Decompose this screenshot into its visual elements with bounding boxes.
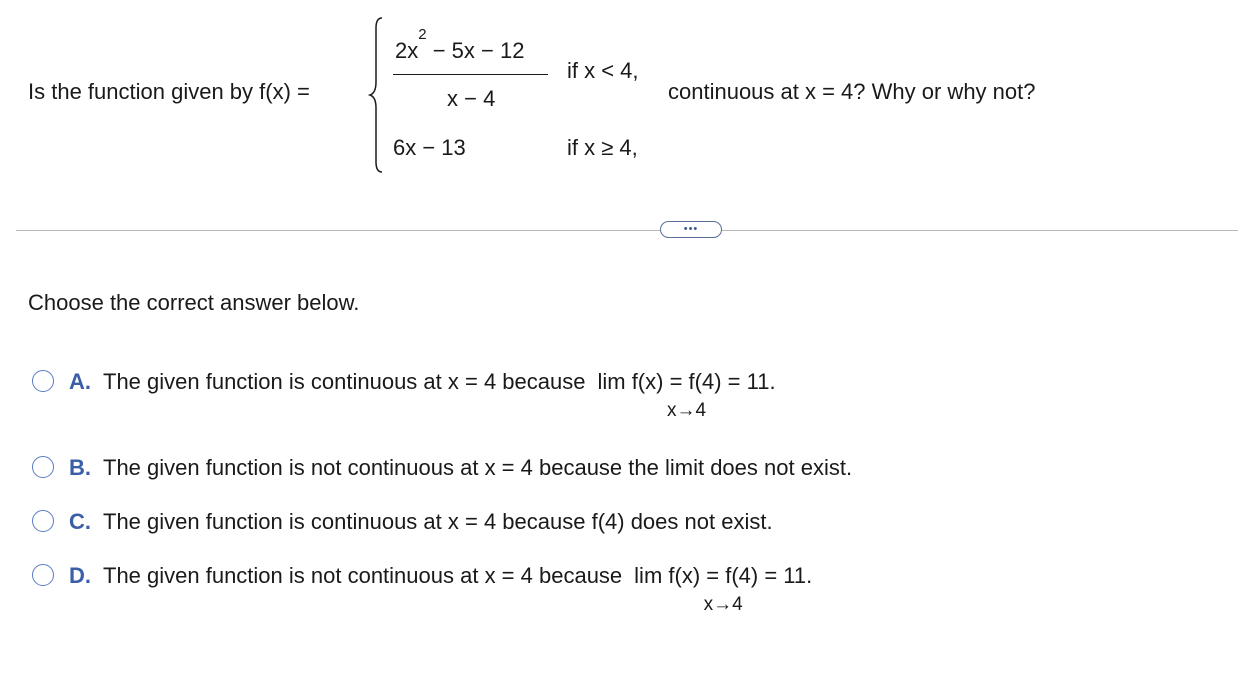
question-suffix: continuous at x = 4? Why or why not? bbox=[668, 79, 1036, 104]
piece1-denominator: x − 4 bbox=[447, 86, 496, 111]
option-text: The given function is not continuous at x = 4 because the limit does not exist. bbox=[103, 455, 853, 480]
fraction-bar bbox=[393, 74, 548, 75]
piece1-condition: if x < 4, bbox=[567, 58, 639, 83]
limit-expression bbox=[597, 369, 775, 422]
option-c[interactable] bbox=[32, 509, 773, 535]
option-a[interactable] bbox=[32, 369, 776, 422]
piecewise-brace bbox=[368, 16, 388, 174]
limit-main: lim f(x) = f(4) = 11. bbox=[634, 563, 813, 588]
option-text: The given function is continuous at x = 4 because f(4) does not exist. bbox=[103, 509, 773, 534]
limit-subscript: x→4 bbox=[703, 594, 743, 615]
option-b[interactable] bbox=[32, 455, 852, 481]
option-letter: B. bbox=[69, 455, 91, 480]
piece2-condition: if x ≥ 4, bbox=[567, 135, 638, 160]
option-c-radio[interactable] bbox=[32, 510, 54, 532]
piece2-expression: 6x − 13 bbox=[393, 135, 466, 160]
section-divider bbox=[16, 230, 1238, 231]
option-d[interactable] bbox=[32, 563, 812, 616]
option-letter: D. bbox=[69, 563, 91, 588]
option-text: The given function is continuous at x = 4 because bbox=[103, 369, 586, 394]
answer-prompt: Choose the correct answer below. bbox=[28, 290, 360, 315]
more-options-button[interactable]: ••• bbox=[660, 221, 722, 238]
option-text: The given function is not continuous at x = 4 because bbox=[103, 563, 623, 588]
piece1-numerator: $2x^2 - 5x - 12$ bbox=[395, 26, 525, 63]
option-a-radio[interactable] bbox=[32, 370, 54, 392]
option-d-radio[interactable] bbox=[32, 564, 54, 586]
exponent: 2 bbox=[418, 26, 427, 43]
question-prefix: Is the function given by f(x) = bbox=[28, 79, 310, 104]
limit-subscript: x→4 bbox=[666, 400, 707, 421]
limit-main: lim f(x) = f(4) = 11. bbox=[597, 369, 776, 394]
option-letter: C. bbox=[69, 509, 91, 534]
option-letter: A. bbox=[69, 369, 91, 394]
option-b-radio[interactable] bbox=[32, 456, 54, 478]
limit-expression bbox=[634, 563, 812, 616]
